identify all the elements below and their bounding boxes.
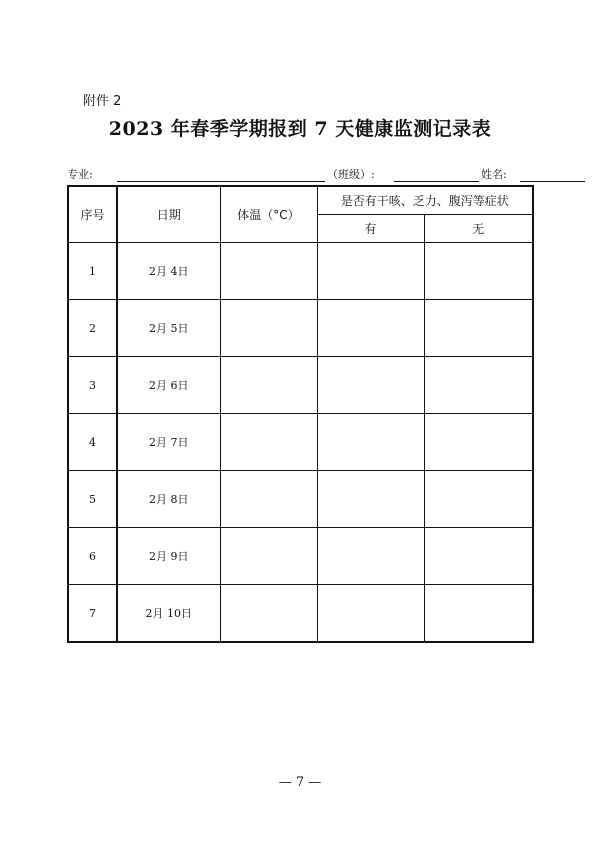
header-seq: 序号 [68, 186, 117, 243]
row-date: 2月 6日 [117, 357, 220, 414]
attachment-label: 附件 2 [83, 94, 122, 109]
row-date: 2月 8日 [117, 471, 220, 528]
temperature-cell[interactable] [220, 414, 317, 471]
table-row [68, 528, 533, 585]
temperature-cell[interactable] [220, 585, 317, 643]
header-symptoms: 是否有干咳、乏力、腹泻等症状 [317, 186, 533, 215]
row-date: 2月 9日 [117, 528, 220, 585]
health-monitor-table [67, 185, 534, 643]
temperature-cell[interactable] [220, 357, 317, 414]
symptom-yes-cell[interactable] [317, 585, 424, 643]
info-line [67, 166, 532, 184]
class-blank-line[interactable] [394, 181, 479, 182]
temperature-cell[interactable] [220, 300, 317, 357]
symptom-yes-cell[interactable] [317, 300, 424, 357]
temperature-cell[interactable] [220, 243, 317, 300]
symptom-no-cell[interactable] [424, 471, 533, 528]
header-temperature: 体温（°C） [220, 186, 317, 243]
row-seq: 5 [68, 471, 117, 528]
row-seq: 6 [68, 528, 117, 585]
table-row [68, 471, 533, 528]
symptom-yes-cell[interactable] [317, 528, 424, 585]
name-blank-line[interactable] [520, 181, 585, 182]
symptom-no-cell[interactable] [424, 300, 533, 357]
symptom-yes-cell[interactable] [317, 243, 424, 300]
symptom-yes-cell[interactable] [317, 357, 424, 414]
table-row [68, 585, 533, 643]
table-row [68, 357, 533, 414]
header-date: 日期 [117, 186, 220, 243]
header-yes: 有 [317, 215, 424, 243]
table-row [68, 300, 533, 357]
temperature-cell[interactable] [220, 471, 317, 528]
row-seq: 3 [68, 357, 117, 414]
row-seq: 4 [68, 414, 117, 471]
temperature-cell[interactable] [220, 528, 317, 585]
table-header-row [68, 186, 533, 215]
symptom-no-cell[interactable] [424, 528, 533, 585]
symptom-no-cell[interactable] [424, 243, 533, 300]
symptom-no-cell[interactable] [424, 357, 533, 414]
symptom-no-cell[interactable] [424, 414, 533, 471]
symptom-yes-cell[interactable] [317, 414, 424, 471]
row-seq: 2 [68, 300, 117, 357]
row-date: 2月 10日 [117, 585, 220, 643]
symptom-no-cell[interactable] [424, 585, 533, 643]
row-date: 2月 7日 [117, 414, 220, 471]
row-date: 2月 4日 [117, 243, 220, 300]
name-label: 姓名: [481, 168, 507, 181]
class-label: （班级）: [327, 168, 375, 181]
major-blank-line[interactable] [117, 181, 325, 182]
symptom-yes-cell[interactable] [317, 471, 424, 528]
page-number: — 7 — [278, 775, 322, 790]
table-row [68, 243, 533, 300]
row-seq: 1 [68, 243, 117, 300]
table-row [68, 414, 533, 471]
row-seq: 7 [68, 585, 117, 643]
major-label: 专业: [67, 168, 93, 181]
page-title: 2023 年春季学期报到 7 天健康监测记录表 [108, 118, 492, 140]
row-date: 2月 5日 [117, 300, 220, 357]
header-no: 无 [424, 215, 533, 243]
